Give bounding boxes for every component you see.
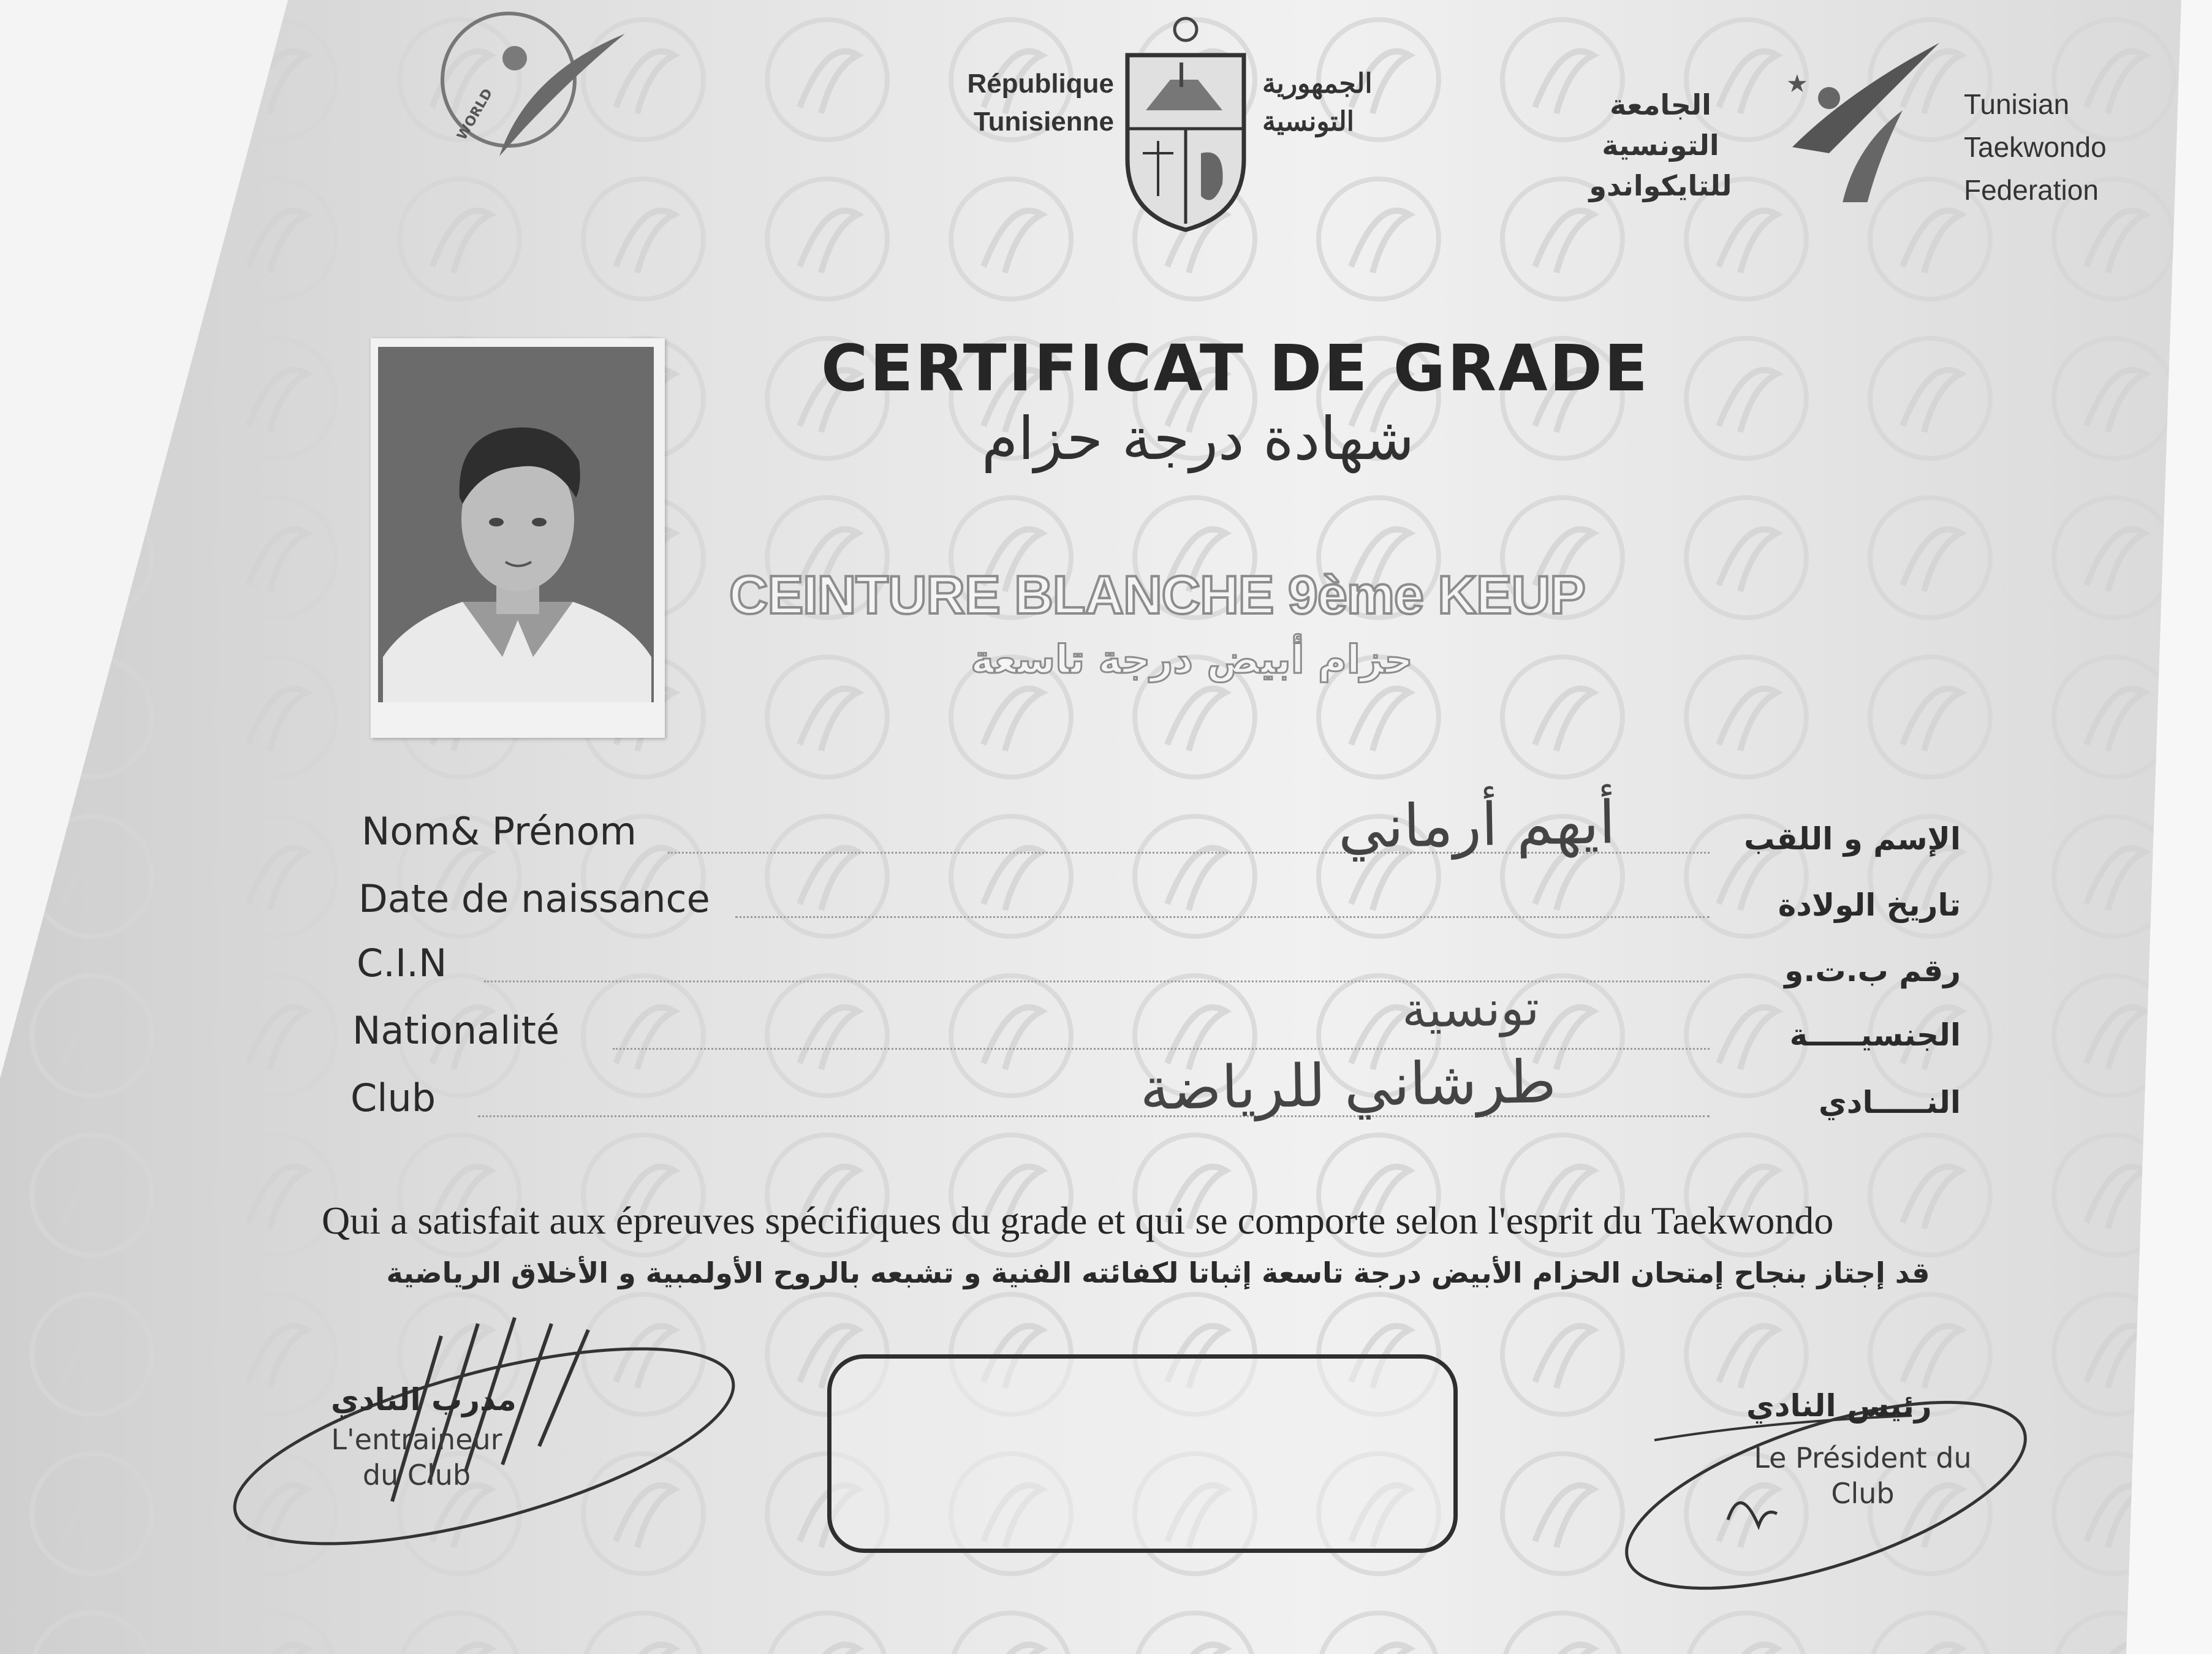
coach-label-ar: مدرب النادي — [331, 1382, 517, 1417]
field-label-fr: Date de naissance — [358, 876, 710, 921]
federation-en-line-3: Federation — [1964, 174, 2099, 206]
field-value-handwritten: تونسية — [1401, 979, 1540, 1039]
field-label-fr: Nom& Prénom — [362, 809, 637, 854]
statement-ar: قد إجتاز بنجاح إمتحان الحزام الأبيض درجة تاسعة إثباتا لكفائته الفنية و تشبعه بالروح الأولمبية و الأخلاق الرياضية — [386, 1256, 1930, 1289]
svg-text:★: ★ — [1786, 70, 1808, 98]
stamp-box — [827, 1354, 1458, 1553]
coach-line-1: L'entraineur — [331, 1423, 502, 1456]
federation-ar-line-3: للتايكواندو — [1589, 169, 1732, 202]
president-label-fr — [1728, 1440, 1998, 1511]
field-label-ar: الإسم و اللقب — [1744, 821, 1961, 857]
portrait-photo — [371, 338, 665, 738]
coach-line-2: du Club — [362, 1459, 471, 1492]
tunisian-taekwondo-federation-logo — [1774, 25, 1958, 202]
field-label-ar: تاريخ الولادة — [1778, 887, 1961, 923]
republic-ar-line-2: التونسية — [1262, 107, 1355, 137]
holder-photo — [371, 338, 665, 738]
federation-en-line-1: Tunisian — [1964, 88, 2070, 120]
republic-line-2: Tunisienne — [974, 107, 1114, 137]
field-label-ar: الجنسيـــــة — [1789, 1017, 1961, 1053]
field-value-handwritten: طرشاني للرياضة — [1139, 1047, 1557, 1123]
coach-label-fr — [306, 1422, 527, 1493]
statement-fr: Qui a satisfait aux épreuves spécifiques du grade et qui se comporte selon l'esprit du Taekwondo — [322, 1199, 1834, 1242]
president-label-ar: رئيس النادي — [1746, 1388, 1932, 1424]
svg-text:WORLD: WORLD — [454, 86, 496, 143]
field-label-fr: C.I.N — [357, 941, 447, 985]
federation-ar-line-1: الجامعة — [1610, 88, 1711, 121]
field-label-fr: Club — [350, 1075, 436, 1120]
field-line — [735, 916, 1710, 918]
federation-ar-line-2: التونسية — [1602, 129, 1719, 162]
field-value-handwritten: أيهم أرماني — [1337, 788, 1616, 862]
federation-en-line-2: Taekwondo — [1964, 131, 2107, 163]
grade-ar: حزام أبيض درجة تاسعة — [971, 637, 1413, 683]
certificate-title-ar: شهادة درجة حزام — [981, 404, 1415, 473]
certificate-title-fr: CERTIFICAT DE GRADE — [821, 331, 1650, 406]
republic-ar-line-1: الجمهورية — [1262, 69, 1373, 99]
federation-label-en — [1964, 83, 2107, 211]
president-line-2: Club — [1831, 1477, 1895, 1510]
president-line-1: Le Président du — [1754, 1441, 1972, 1474]
republic-label-fr — [949, 65, 1114, 141]
republic-label-ar — [1262, 65, 1446, 141]
tunisia-coat-of-arms — [1115, 12, 1256, 239]
field-label-ar: رقم ب.ت.و — [1784, 953, 1961, 988]
federation-label-ar — [1569, 85, 1752, 206]
republic-line-1: République — [967, 69, 1114, 99]
field-label-fr: Nationalité — [352, 1008, 560, 1053]
grade-fr: CEINTURE BLANCHE 9ème KEUP — [729, 564, 1585, 625]
world-taekwondo-logo — [423, 0, 643, 184]
field-label-ar: النـــــادي — [1818, 1085, 1961, 1120]
